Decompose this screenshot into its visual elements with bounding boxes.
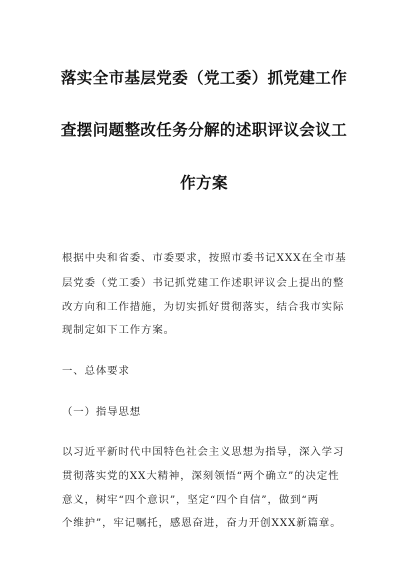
document-title-line-2: 查摆问题整改任务分解的述职评议会议工 xyxy=(60,121,348,139)
subsection-heading-guiding-ideology: （一）指导思想 xyxy=(62,406,142,418)
intro-paragraph-line-4: 现制定如下工作方案。 xyxy=(62,324,175,336)
guiding-paragraph-line-1: 以习近平新时代中国特色社会主义思想为指导，深入学习 xyxy=(62,446,345,458)
section-heading-general-requirements: 一、总体要求 xyxy=(62,365,130,377)
guiding-paragraph-line-2: 贯彻落实党的XX大精神，深刻领悟“两个确立”的决定性 xyxy=(62,470,340,482)
document-title-line-3: 作方案 xyxy=(180,174,228,192)
guiding-paragraph-line-3: 意义，树牢“四个意识”，坚定“四个自信”，做到“两 xyxy=(62,494,319,506)
intro-paragraph-line-3: 改方向和工作措施，为切实抓好贯彻落实，结合我市实际 xyxy=(62,301,345,313)
intro-paragraph-line-2: 层党委（党工委）书记抓党建工作述职评议会上提出的整 xyxy=(62,277,345,289)
guiding-paragraph-line-4: 个维护”，牢记嘱托，感恩奋进，奋力开创XXX新篇章。 xyxy=(62,517,342,529)
document-title-line-1: 落实全市基层党委（党工委）抓党建工作 xyxy=(60,69,348,87)
intro-paragraph-line-1: 根据中央和省委、市委要求，按照市委书记XXX在全市基 xyxy=(62,252,347,264)
